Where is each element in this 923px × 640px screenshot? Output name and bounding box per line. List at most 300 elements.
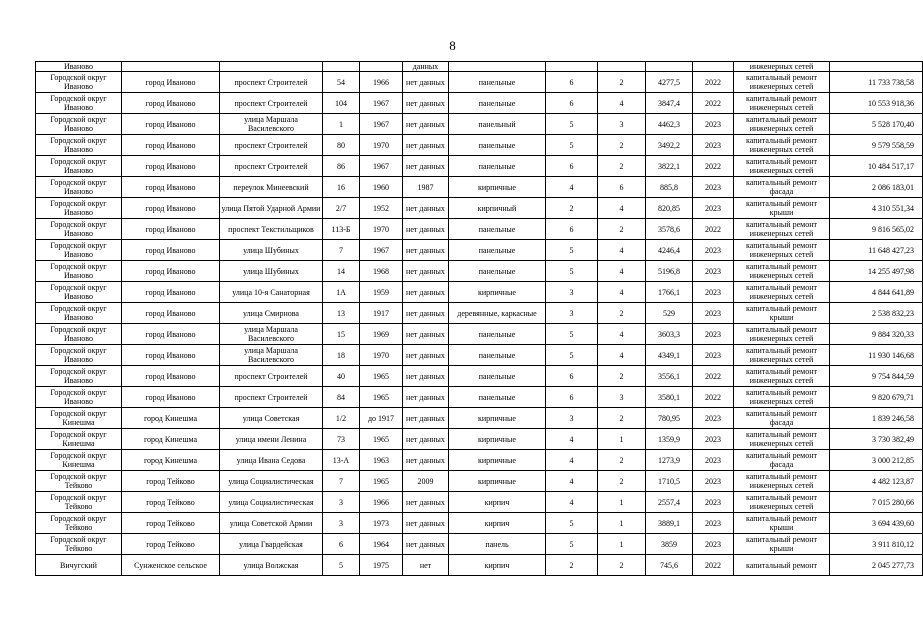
municipality-cell: Городской округ Иваново bbox=[36, 324, 122, 345]
work-type-cell: капитальный ремонт инженерных сетей bbox=[734, 156, 830, 177]
table-row bbox=[36, 282, 923, 303]
municipality-cell: Городской округ Иваново bbox=[36, 366, 122, 387]
floors-cell: 4 bbox=[546, 177, 598, 198]
municipality-cell: Городской округ Тейково bbox=[36, 513, 122, 534]
table-row bbox=[36, 240, 923, 261]
cost-cell: 10 553 918,36 bbox=[830, 93, 923, 114]
house-number-cell: 2/7 bbox=[323, 198, 360, 219]
entrances-cell: 6 bbox=[598, 177, 646, 198]
work-type-cell: капитальный ремонт инженерных сетей bbox=[734, 492, 830, 513]
house-number-cell: 5 bbox=[323, 555, 360, 576]
house-number-cell: 40 bbox=[323, 366, 360, 387]
entrances-cell: 3 bbox=[598, 114, 646, 135]
house-number-cell: 7 bbox=[323, 240, 360, 261]
entrances-cell: 2 bbox=[598, 303, 646, 324]
table-row bbox=[36, 534, 923, 555]
work-type-cell: капитальный ремонт фасада bbox=[734, 177, 830, 198]
wall-material-cell: кирпичные bbox=[449, 471, 546, 492]
settlement-cell: город Кинешма bbox=[122, 429, 220, 450]
last-repair-cell: нет данных bbox=[403, 408, 449, 429]
floors-cell: 5 bbox=[546, 114, 598, 135]
street-cell: улица Волжская bbox=[220, 555, 323, 576]
plan-year-cell: 2023 bbox=[693, 471, 734, 492]
plan-year-cell bbox=[693, 62, 734, 72]
year-built-cell: 1952 bbox=[360, 198, 403, 219]
table-row bbox=[36, 135, 923, 156]
municipality-cell: Городской округ Иваново bbox=[36, 387, 122, 408]
floors-cell: 5 bbox=[546, 240, 598, 261]
last-repair-cell: нет данных bbox=[403, 324, 449, 345]
municipality-cell: Городской округ Иваново bbox=[36, 303, 122, 324]
street-cell: улица Пятой Ударной Армии bbox=[220, 198, 323, 219]
area-cell: 4349,1 bbox=[646, 345, 693, 366]
house-number-cell: 3 bbox=[323, 513, 360, 534]
municipality-cell: Городской округ Тейково bbox=[36, 534, 122, 555]
street-cell: улица Социалистическая bbox=[220, 471, 323, 492]
area-cell: 1273,9 bbox=[646, 450, 693, 471]
floors-cell: 4 bbox=[546, 450, 598, 471]
plan-year-cell: 2023 bbox=[693, 261, 734, 282]
table-row bbox=[36, 366, 923, 387]
street-cell: улица Шубиных bbox=[220, 240, 323, 261]
area-cell: 1359,9 bbox=[646, 429, 693, 450]
wall-material-cell: кирпичный bbox=[449, 198, 546, 219]
cost-cell: 5 528 170,40 bbox=[830, 114, 923, 135]
table-body bbox=[36, 62, 923, 576]
area-cell: 745,6 bbox=[646, 555, 693, 576]
floors-cell: 6 bbox=[546, 219, 598, 240]
municipality-cell: Городской округ Иваново bbox=[36, 135, 122, 156]
wall-material-cell: кирпичные bbox=[449, 429, 546, 450]
settlement-cell: город Иваново bbox=[122, 303, 220, 324]
area-cell bbox=[646, 62, 693, 72]
cost-cell: 4 482 123,87 bbox=[830, 471, 923, 492]
floors-cell: 4 bbox=[546, 429, 598, 450]
work-type-cell: капитальный ремонт инженерных сетей bbox=[734, 135, 830, 156]
last-repair-cell: нет данных bbox=[403, 429, 449, 450]
floors-cell: 2 bbox=[546, 555, 598, 576]
floors-cell: 4 bbox=[546, 471, 598, 492]
municipality-cell: Вичугский bbox=[36, 555, 122, 576]
cost-cell: 3 730 382,49 bbox=[830, 429, 923, 450]
street-cell: проспект Строителей bbox=[220, 135, 323, 156]
last-repair-cell: нет данных bbox=[403, 219, 449, 240]
floors-cell: 6 bbox=[546, 387, 598, 408]
settlement-cell: город Тейково bbox=[122, 492, 220, 513]
settlement-cell: город Кинешма bbox=[122, 450, 220, 471]
municipality-cell: Городской округ Иваново bbox=[36, 198, 122, 219]
settlement-cell: Сунженское сельское bbox=[122, 555, 220, 576]
last-repair-cell: нет данных bbox=[403, 114, 449, 135]
work-type-cell: капитальный ремонт крыши bbox=[734, 198, 830, 219]
table-row bbox=[36, 513, 923, 534]
work-type-cell: капитальный ремонт инженерных сетей bbox=[734, 261, 830, 282]
year-built-cell: 1969 bbox=[360, 324, 403, 345]
house-number-cell: 13 bbox=[323, 303, 360, 324]
municipality-cell: Иваново bbox=[36, 62, 122, 72]
area-cell: 885,8 bbox=[646, 177, 693, 198]
wall-material-cell: панельный bbox=[449, 114, 546, 135]
cost-cell: 2 045 277,73 bbox=[830, 555, 923, 576]
house-number-cell: 7 bbox=[323, 471, 360, 492]
plan-year-cell: 2023 bbox=[693, 324, 734, 345]
house-number-cell: 54 bbox=[323, 72, 360, 93]
house-number-cell: 73 bbox=[323, 429, 360, 450]
street-cell: улица Маршала Василевского bbox=[220, 345, 323, 366]
municipality-cell: Городской округ Иваново bbox=[36, 261, 122, 282]
last-repair-cell: данных bbox=[403, 62, 449, 72]
wall-material-cell: кирпичные bbox=[449, 408, 546, 429]
last-repair-cell: нет данных bbox=[403, 135, 449, 156]
area-cell: 2557,4 bbox=[646, 492, 693, 513]
work-type-cell: капитальный ремонт инженерных сетей bbox=[734, 471, 830, 492]
year-built-cell: 1964 bbox=[360, 534, 403, 555]
year-built-cell: 1965 bbox=[360, 366, 403, 387]
house-number-cell: 104 bbox=[323, 93, 360, 114]
last-repair-cell: нет данных bbox=[403, 492, 449, 513]
settlement-cell: город Тейково bbox=[122, 513, 220, 534]
street-cell: проспект Строителей bbox=[220, 366, 323, 387]
floors-cell: 6 bbox=[546, 366, 598, 387]
entrances-cell: 2 bbox=[598, 156, 646, 177]
entrances-cell: 2 bbox=[598, 135, 646, 156]
cost-cell: 7 015 280,66 bbox=[830, 492, 923, 513]
year-built-cell: до 1917 bbox=[360, 408, 403, 429]
cost-cell: 11 733 738,58 bbox=[830, 72, 923, 93]
settlement-cell: город Кинешма bbox=[122, 408, 220, 429]
cost-cell: 2 086 183,01 bbox=[830, 177, 923, 198]
area-cell: 5196,8 bbox=[646, 261, 693, 282]
area-cell: 4246,4 bbox=[646, 240, 693, 261]
repair-table bbox=[35, 61, 923, 576]
floors-cell: 2 bbox=[546, 198, 598, 219]
floors-cell: 6 bbox=[546, 72, 598, 93]
house-number-cell: 16 bbox=[323, 177, 360, 198]
wall-material-cell: панельные bbox=[449, 387, 546, 408]
settlement-cell: город Иваново bbox=[122, 324, 220, 345]
wall-material-cell: панельные bbox=[449, 366, 546, 387]
cost-cell: 9 816 565,02 bbox=[830, 219, 923, 240]
settlement-cell: город Тейково bbox=[122, 534, 220, 555]
cost-cell: 3 694 439,60 bbox=[830, 513, 923, 534]
wall-material-cell: панельные bbox=[449, 135, 546, 156]
year-built-cell: 1967 bbox=[360, 93, 403, 114]
entrances-cell: 4 bbox=[598, 282, 646, 303]
cost-cell: 11 930 146,68 bbox=[830, 345, 923, 366]
house-number-cell: 3 bbox=[323, 492, 360, 513]
table-row bbox=[36, 471, 923, 492]
cost-cell: 9 754 844,59 bbox=[830, 366, 923, 387]
last-repair-cell: нет данных bbox=[403, 303, 449, 324]
cost-cell: 9 884 320,33 bbox=[830, 324, 923, 345]
entrances-cell: 2 bbox=[598, 366, 646, 387]
floors-cell: 5 bbox=[546, 261, 598, 282]
street-cell: улица Социалистическая bbox=[220, 492, 323, 513]
municipality-cell: Городской округ Тейково bbox=[36, 492, 122, 513]
last-repair-cell: нет данных bbox=[403, 450, 449, 471]
floors-cell: 5 bbox=[546, 345, 598, 366]
house-number-cell: 1А bbox=[323, 282, 360, 303]
area-cell: 3889,1 bbox=[646, 513, 693, 534]
street-cell: улица имени Ленина bbox=[220, 429, 323, 450]
entrances-cell: 1 bbox=[598, 429, 646, 450]
municipality-cell: Городской округ Кинешма bbox=[36, 429, 122, 450]
house-number-cell: 15 bbox=[323, 324, 360, 345]
work-type-cell: капитальный ремонт инженерных сетей bbox=[734, 114, 830, 135]
table-row bbox=[36, 114, 923, 135]
settlement-cell: город Иваново bbox=[122, 345, 220, 366]
plan-year-cell: 2022 bbox=[693, 219, 734, 240]
municipality-cell: Городской округ Иваново bbox=[36, 72, 122, 93]
plan-year-cell: 2023 bbox=[693, 198, 734, 219]
floors-cell: 5 bbox=[546, 513, 598, 534]
wall-material-cell: кирпич bbox=[449, 492, 546, 513]
settlement-cell: город Иваново bbox=[122, 72, 220, 93]
street-cell: улица Шубиных bbox=[220, 261, 323, 282]
year-built-cell: 1965 bbox=[360, 387, 403, 408]
year-built-cell: 1967 bbox=[360, 156, 403, 177]
house-number-cell: 6 bbox=[323, 534, 360, 555]
entrances-cell: 4 bbox=[598, 240, 646, 261]
area-cell: 3859 bbox=[646, 534, 693, 555]
street-cell: проспект Строителей bbox=[220, 156, 323, 177]
entrances-cell: 4 bbox=[598, 345, 646, 366]
area-cell: 3603,3 bbox=[646, 324, 693, 345]
wall-material-cell: панельные bbox=[449, 240, 546, 261]
area-cell: 820,85 bbox=[646, 198, 693, 219]
municipality-cell: Городской округ Иваново bbox=[36, 219, 122, 240]
wall-material-cell bbox=[449, 62, 546, 72]
plan-year-cell: 2022 bbox=[693, 366, 734, 387]
floors-cell: 6 bbox=[546, 156, 598, 177]
entrances-cell: 2 bbox=[598, 408, 646, 429]
floors-cell: 5 bbox=[546, 135, 598, 156]
year-built-cell: 1959 bbox=[360, 282, 403, 303]
municipality-cell: Городской округ Кинешма bbox=[36, 408, 122, 429]
last-repair-cell: нет данных bbox=[403, 282, 449, 303]
floors-cell: 5 bbox=[546, 324, 598, 345]
entrances-cell: 1 bbox=[598, 492, 646, 513]
plan-year-cell: 2022 bbox=[693, 93, 734, 114]
work-type-cell: капитальный ремонт инженерных сетей bbox=[734, 324, 830, 345]
floors-cell bbox=[546, 62, 598, 72]
area-cell: 3847,4 bbox=[646, 93, 693, 114]
work-type-cell: капитальный ремонт инженерных сетей bbox=[734, 366, 830, 387]
plan-year-cell: 2023 bbox=[693, 240, 734, 261]
cost-cell bbox=[830, 62, 923, 72]
entrances-cell: 3 bbox=[598, 387, 646, 408]
work-type-cell: капитальный ремонт bbox=[734, 555, 830, 576]
settlement-cell: город Иваново bbox=[122, 198, 220, 219]
entrances-cell: 2 bbox=[598, 471, 646, 492]
cost-cell: 11 648 427,23 bbox=[830, 240, 923, 261]
table-row bbox=[36, 408, 923, 429]
municipality-cell: Городской округ Тейково bbox=[36, 471, 122, 492]
work-type-cell: капитальный ремонт крыши bbox=[734, 303, 830, 324]
street-cell: улица Гвардейская bbox=[220, 534, 323, 555]
cost-cell: 9 820 679,71 bbox=[830, 387, 923, 408]
entrances-cell: 1 bbox=[598, 513, 646, 534]
year-built-cell: 1966 bbox=[360, 72, 403, 93]
municipality-cell: Городской округ Иваново bbox=[36, 240, 122, 261]
year-built-cell: 1963 bbox=[360, 450, 403, 471]
area-cell: 4277,5 bbox=[646, 72, 693, 93]
settlement-cell: город Иваново bbox=[122, 114, 220, 135]
work-type-cell: капитальный ремонт инженерных сетей bbox=[734, 387, 830, 408]
table-row bbox=[36, 198, 923, 219]
settlement-cell: город Иваново bbox=[122, 366, 220, 387]
plan-year-cell: 2023 bbox=[693, 114, 734, 135]
house-number-cell: 14 bbox=[323, 261, 360, 282]
year-built-cell: 1960 bbox=[360, 177, 403, 198]
area-cell: 1766,1 bbox=[646, 282, 693, 303]
wall-material-cell: панельные bbox=[449, 156, 546, 177]
plan-year-cell: 2022 bbox=[693, 72, 734, 93]
street-cell: улица 10-я Санаторная bbox=[220, 282, 323, 303]
area-cell: 1710,5 bbox=[646, 471, 693, 492]
entrances-cell: 1 bbox=[598, 534, 646, 555]
plan-year-cell: 2022 bbox=[693, 156, 734, 177]
table-row bbox=[36, 156, 923, 177]
wall-material-cell: кирпич bbox=[449, 555, 546, 576]
area-cell: 3578,6 bbox=[646, 219, 693, 240]
year-built-cell: 1967 bbox=[360, 114, 403, 135]
settlement-cell: город Иваново bbox=[122, 156, 220, 177]
street-cell: проспект Текстильщиков bbox=[220, 219, 323, 240]
plan-year-cell: 2023 bbox=[693, 534, 734, 555]
year-built-cell: 1967 bbox=[360, 240, 403, 261]
table-row bbox=[36, 429, 923, 450]
area-cell: 529 bbox=[646, 303, 693, 324]
work-type-cell: инженерных сетей bbox=[734, 62, 830, 72]
municipality-cell: Городской округ Иваново bbox=[36, 177, 122, 198]
municipality-cell: Городской округ Иваново bbox=[36, 93, 122, 114]
street-cell bbox=[220, 62, 323, 72]
year-built-cell: 1965 bbox=[360, 471, 403, 492]
wall-material-cell: кирпичные bbox=[449, 282, 546, 303]
last-repair-cell: нет данных bbox=[403, 345, 449, 366]
house-number-cell: 1/2 bbox=[323, 408, 360, 429]
floors-cell: 4 bbox=[546, 492, 598, 513]
work-type-cell: капитальный ремонт инженерных сетей bbox=[734, 72, 830, 93]
wall-material-cell: кирпичные bbox=[449, 177, 546, 198]
street-cell: улица Советской Армии bbox=[220, 513, 323, 534]
table-row bbox=[36, 555, 923, 576]
last-repair-cell: нет данных bbox=[403, 366, 449, 387]
floors-cell: 3 bbox=[546, 282, 598, 303]
wall-material-cell: кирпичные bbox=[449, 450, 546, 471]
year-built-cell: 1970 bbox=[360, 135, 403, 156]
cost-cell: 3 000 212,85 bbox=[830, 450, 923, 471]
last-repair-cell: нет данных bbox=[403, 387, 449, 408]
wall-material-cell: панельные bbox=[449, 261, 546, 282]
municipality-cell: Городской округ Иваново bbox=[36, 345, 122, 366]
wall-material-cell: панельные bbox=[449, 324, 546, 345]
table-row bbox=[36, 177, 923, 198]
work-type-cell: капитальный ремонт фасада bbox=[734, 450, 830, 471]
entrances-cell bbox=[598, 62, 646, 72]
cost-cell: 14 255 497,98 bbox=[830, 261, 923, 282]
cost-cell: 10 484 517,17 bbox=[830, 156, 923, 177]
plan-year-cell: 2022 bbox=[693, 555, 734, 576]
last-repair-cell: нет данных bbox=[403, 156, 449, 177]
plan-year-cell: 2023 bbox=[693, 177, 734, 198]
settlement-cell: город Иваново bbox=[122, 93, 220, 114]
settlement-cell: город Тейково bbox=[122, 471, 220, 492]
wall-material-cell: кирпич bbox=[449, 513, 546, 534]
municipality-cell: Городской округ Иваново bbox=[36, 156, 122, 177]
entrances-cell: 4 bbox=[598, 261, 646, 282]
work-type-cell: капитальный ремонт фасада bbox=[734, 408, 830, 429]
plan-year-cell: 2023 bbox=[693, 408, 734, 429]
last-repair-cell: нет данных bbox=[403, 93, 449, 114]
street-cell: улица Советская bbox=[220, 408, 323, 429]
table-row bbox=[36, 303, 923, 324]
table-row bbox=[36, 492, 923, 513]
area-cell: 780,95 bbox=[646, 408, 693, 429]
entrances-cell: 2 bbox=[598, 219, 646, 240]
wall-material-cell: панельные bbox=[449, 219, 546, 240]
floors-cell: 6 bbox=[546, 93, 598, 114]
settlement-cell: город Иваново bbox=[122, 219, 220, 240]
plan-year-cell: 2023 bbox=[693, 345, 734, 366]
table-row bbox=[36, 450, 923, 471]
house-number-cell: 1 bbox=[323, 114, 360, 135]
year-built-cell: 1970 bbox=[360, 219, 403, 240]
wall-material-cell: панель bbox=[449, 534, 546, 555]
cost-cell: 1 839 246,58 bbox=[830, 408, 923, 429]
year-built-cell bbox=[360, 62, 403, 72]
plan-year-cell: 2023 bbox=[693, 303, 734, 324]
settlement-cell: город Иваново bbox=[122, 135, 220, 156]
wall-material-cell: панельные bbox=[449, 72, 546, 93]
street-cell: улица Маршала Василевского bbox=[220, 324, 323, 345]
area-cell: 3556,1 bbox=[646, 366, 693, 387]
area-cell: 3492,2 bbox=[646, 135, 693, 156]
entrances-cell: 4 bbox=[598, 93, 646, 114]
table-row bbox=[36, 261, 923, 282]
wall-material-cell: панельные bbox=[449, 93, 546, 114]
last-repair-cell: нет данных bbox=[403, 513, 449, 534]
year-built-cell: 1917 bbox=[360, 303, 403, 324]
plan-year-cell: 2023 bbox=[693, 450, 734, 471]
cost-cell: 4 844 641,89 bbox=[830, 282, 923, 303]
settlement-cell: город Иваново bbox=[122, 177, 220, 198]
table-row bbox=[36, 324, 923, 345]
work-type-cell: капитальный ремонт крыши bbox=[734, 534, 830, 555]
page-number: 8 bbox=[449, 38, 456, 53]
plan-year-cell: 2023 bbox=[693, 429, 734, 450]
last-repair-cell: нет данных bbox=[403, 261, 449, 282]
last-repair-cell: нет данных bbox=[403, 534, 449, 555]
table-row bbox=[36, 93, 923, 114]
entrances-cell: 2 bbox=[598, 72, 646, 93]
plan-year-cell: 2023 bbox=[693, 135, 734, 156]
last-repair-cell: 1987 bbox=[403, 177, 449, 198]
floors-cell: 3 bbox=[546, 408, 598, 429]
settlement-cell: город Иваново bbox=[122, 261, 220, 282]
house-number-cell: 18 bbox=[323, 345, 360, 366]
wall-material-cell: панельные bbox=[449, 345, 546, 366]
entrances-cell: 2 bbox=[598, 450, 646, 471]
work-type-cell: капитальный ремонт крыши bbox=[734, 513, 830, 534]
work-type-cell: капитальный ремонт инженерных сетей bbox=[734, 345, 830, 366]
plan-year-cell: 2022 bbox=[693, 387, 734, 408]
street-cell: улица Ивана Седова bbox=[220, 450, 323, 471]
street-cell: проспект Строителей bbox=[220, 72, 323, 93]
entrances-cell: 4 bbox=[598, 324, 646, 345]
year-built-cell: 1968 bbox=[360, 261, 403, 282]
